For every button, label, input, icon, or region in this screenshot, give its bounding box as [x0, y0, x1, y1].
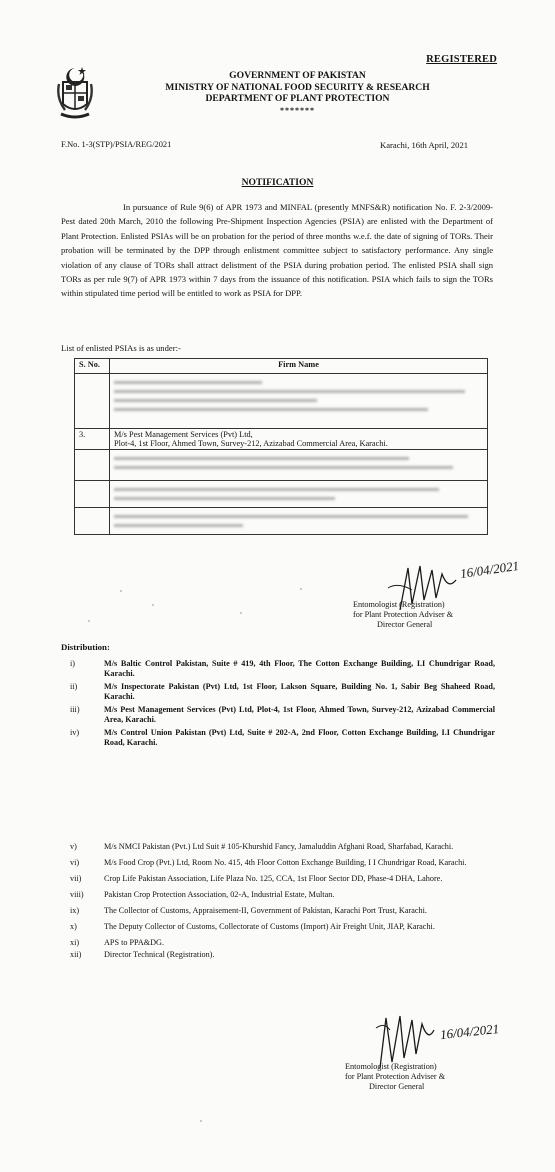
- list-item: v) M/s NMCI Pakistan (Pvt.) Ltd Suit # 105-Khurshid Fancy, Jamaluddin Afghani Road, Sharfabad, Karachi.: [70, 842, 454, 851]
- list-item: iii) M/s Pest Management Services (Pvt) Ltd, Plot-4, 1st Floor, Ahmed Town, Survey-212, Azizabad Commercial Area, Karachi.: [70, 705, 495, 724]
- notification-body: In pursuance of Rule 9(6) of APR 1973 and MINFAL (presently MNFS&R) notification No. F. 2-3/2009-Pest dated 20th March, 2010 the following Pre-Shipment Inspection Agencies (PSIA) are enlisted with the Department of Plant Protection. Enlisted PSIAs will be on probation for the period of three months w.e.f. the date of signing of TORs. Their probation will be terminated by the DPP through enlistment committee subject to satisfactory performance. Any single violation of any clause of TORs shall attract delistment of the PSIA during probation period. The enlisted PSIA shall sign TORs as per rule 9(7) of APR 1973 within 7 days from the issuance of this notification. PSIA which fails to sign the TORs within stipulated time period will be entitled to work as PSIA for DPP.: [61, 202, 493, 299]
- signatory-for: for Plant Protection Adviser &: [353, 610, 454, 619]
- scan-speck: [88, 620, 90, 622]
- list-item: xii) Director Technical (Registration).: [70, 950, 215, 959]
- row-firm: [110, 429, 488, 450]
- redacted-cell: [75, 508, 110, 535]
- redacted-cell: [75, 450, 110, 481]
- signatory-role: Director General: [369, 1082, 425, 1091]
- signatory-for: for Plant Protection Adviser &: [345, 1072, 446, 1081]
- signature-1-date: 16/04/2021: [459, 557, 520, 582]
- registered-mark: REGISTERED: [426, 54, 497, 65]
- header-stars: *******: [280, 105, 315, 115]
- psia-table: [74, 358, 488, 535]
- firm-address-line: Plot-4, 1st Floor, Ahmed Town, Survey-212, Azizabad Commercial Area, Karachi.: [114, 439, 388, 448]
- scan-speck: [152, 604, 154, 606]
- govt-name: GOVERNMENT OF PAKISTAN: [229, 70, 366, 81]
- list-item: x) The Deputy Collector of Customs, Collectorate of Customs (Import) Air Freight Unit, JIAP, Karachi.: [70, 922, 435, 931]
- ministry-name: MINISTRY OF NATIONAL FOOD SECURITY & RESEARCH: [165, 81, 430, 93]
- list-item: iv) M/s Control Union Pakistan (Pvt) Ltd, Suite # 202-A, 2nd Floor, Cotton Exchange Building, I.I Chundrigar Road, Karachi.: [70, 728, 495, 747]
- redacted-cell: [110, 450, 488, 481]
- list-item: xi) APS to PPA&DG.: [70, 938, 164, 947]
- redacted-cell: [110, 481, 488, 508]
- signatory-role: Director General: [377, 620, 433, 629]
- col-sno-header: S. No.: [75, 359, 110, 374]
- table-row-redacted: [75, 508, 488, 535]
- issue-date: Karachi, 16th April, 2021: [380, 140, 469, 150]
- table-row-redacted: [75, 374, 488, 429]
- row-sno: 3.: [75, 429, 110, 450]
- scan-speck: [240, 612, 242, 614]
- table-row-redacted: [75, 450, 488, 481]
- scan-speck: [300, 588, 302, 590]
- signature-1-block: [353, 600, 453, 630]
- table-row: [75, 429, 488, 450]
- col-firm-header: Firm Name: [110, 359, 488, 374]
- redacted-cell: [75, 481, 110, 508]
- department-name: DEPARTMENT OF PLANT PROTECTION: [205, 93, 390, 104]
- list-item: vii) Crop Life Pakistan Association, Life Plaza No. 125, CCA, 1st Floor Sector DD, Phase-4 DHA, Lahore.: [70, 874, 443, 883]
- letterhead: [0, 70, 555, 116]
- table-row-redacted: [75, 481, 488, 508]
- list-intro: List of enlisted PSIAs is as under:-: [61, 343, 181, 353]
- signature-2-date: 16/04/2021: [439, 1020, 500, 1043]
- signatory-title: Entomologist (Registration): [353, 600, 445, 609]
- table-header-row: [75, 359, 488, 374]
- distribution-title: Distribution:: [61, 642, 110, 652]
- list-item: ix) The Collector of Customs, Appraisement-II, Government of Pakistan, Karachi Port Trust, Karachi.: [70, 906, 427, 915]
- distribution-list-b: [60, 842, 495, 966]
- signatory-title: Entomologist (Registration): [345, 1062, 437, 1071]
- page-title: NOTIFICATION: [241, 177, 314, 188]
- file-number: F.No. 1-3(STP)/PSIA/REG/2021: [61, 140, 172, 149]
- scan-speck: [120, 590, 122, 592]
- firm-name-line: M/s Pest Management Services (Pvt) Ltd,: [114, 430, 253, 439]
- redacted-cell: [75, 374, 110, 429]
- redacted-cell: [110, 374, 488, 429]
- list-item: vi) M/s Food Crop (Pvt.) Ltd, Room No. 415, 4th Floor Cotton Exchange Building, I I Chundrigar Road, Karachi.: [70, 858, 467, 867]
- signature-2-block: [345, 1062, 445, 1092]
- list-item: ii) M/s Inspectorate Pakistan (Pvt) Ltd, 1st Floor, Lakson Square, Building No. 1, Sabir Beg Shaheed Road, Karachi.: [70, 682, 495, 701]
- redacted-cell: [110, 508, 488, 535]
- distribution-list-a: [60, 659, 495, 751]
- list-item: viii) Pakistan Crop Protection Association, 02-A, Industrial Estate, Multan.: [70, 890, 335, 899]
- list-item: i) M/s Baltic Control Pakistan, Suite # 419, 4th Floor, The Cotton Exchange Building, I.I Chundrigar Road, Karachi.: [70, 659, 495, 678]
- scan-speck: [200, 1120, 202, 1122]
